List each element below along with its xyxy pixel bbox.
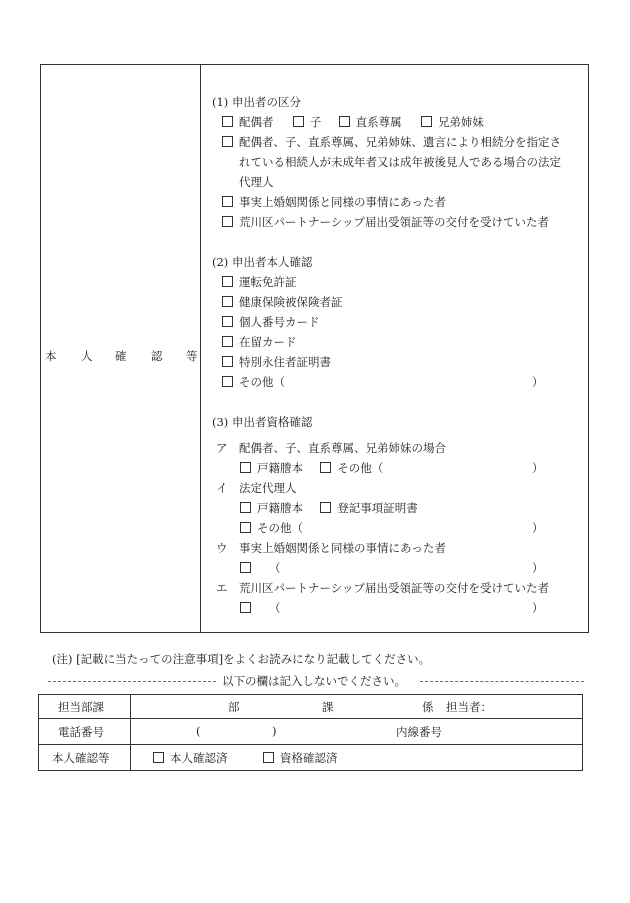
close-paren: ） (532, 561, 544, 575)
opt2-line: れている相続人が未成年者又は成年被後見人である場合の法定 (239, 155, 561, 169)
checkbox[interactable] (222, 316, 233, 327)
id-item (222, 334, 297, 350)
checkbox[interactable] (222, 276, 233, 287)
checkbox[interactable] (222, 196, 233, 207)
opt3-label: 事実上婚姻関係と同様の事情にあった者 (239, 195, 446, 209)
divider-line (48, 681, 216, 682)
check-label: 本人確認済 (170, 751, 228, 765)
section1-opt4 (222, 214, 549, 230)
option-label: （ (269, 561, 281, 575)
checkbox[interactable] (263, 752, 274, 763)
row-label: 担当部課 (58, 700, 104, 714)
side-label-char: 確 (115, 349, 127, 363)
item-mark: ウ (216, 541, 228, 555)
checkbox[interactable] (222, 376, 233, 387)
section-label: 課 (322, 700, 334, 714)
opt4-label: 荒川区パートナーシップ届出受領証等の交付を受けていた者 (239, 215, 550, 229)
checkbox[interactable] (320, 502, 331, 513)
checkbox[interactable] (421, 116, 432, 127)
section1-title: (1) 申出者の区分 (212, 95, 301, 109)
check-eligibility (263, 750, 338, 766)
section1-opt3 (222, 194, 446, 210)
row-label: 電話番号 (58, 725, 104, 739)
check-label: 資格確認済 (280, 751, 338, 765)
open-paren: ( (196, 724, 201, 738)
extension-label: 内線番号 (396, 725, 442, 739)
checkbox[interactable] (320, 462, 331, 473)
row-label: 本人確認等 (52, 751, 110, 765)
close-paren: ) (272, 724, 277, 738)
id-item (222, 274, 297, 290)
id-item (222, 314, 320, 330)
item-i-other (240, 520, 303, 536)
id-item (222, 294, 343, 310)
id-item-label: 個人番号カード (239, 315, 320, 329)
dept-label: 部 (228, 700, 240, 714)
section2-title: (2) 申出者本人確認 (212, 255, 313, 269)
checkbox[interactable] (339, 116, 350, 127)
option-ascendant: 直系尊属 (355, 115, 402, 129)
section3-title: (3) 申出者資格確認 (212, 415, 313, 429)
checkbox[interactable] (240, 502, 251, 513)
item-i-label: 法定代理人 (239, 481, 297, 495)
close-paren: ） (532, 461, 544, 475)
item-mark: ア (216, 441, 228, 455)
checkbox[interactable] (222, 136, 233, 147)
item-i-options (240, 500, 418, 516)
section1-row1 (222, 114, 484, 130)
checkbox[interactable] (222, 296, 233, 307)
divider-line (420, 681, 584, 682)
side-label-char: 認 (151, 349, 163, 363)
id-item (222, 374, 285, 390)
option-label: （ (269, 601, 281, 615)
checkbox[interactable] (293, 116, 304, 127)
item-e-option (240, 600, 281, 616)
id-item (222, 354, 331, 370)
id-item-label: その他（ (239, 375, 285, 389)
side-label-char: 人 (81, 349, 93, 363)
option-label: その他（ (257, 521, 303, 535)
divider-text: 以下の欄は記入しないでください。 (222, 674, 406, 688)
id-item-label: 在留カード (239, 335, 297, 349)
side-label-char: 本 (45, 349, 57, 363)
side-label-char: 等 (186, 349, 198, 363)
option-label: その他（ (337, 461, 384, 475)
item-a-label: 配偶者、子、直系尊属、兄弟姉妹の場合 (239, 441, 446, 455)
option-label: 登記事項証明書 (337, 501, 418, 515)
item-mark: イ (216, 481, 228, 495)
option-label: 戸籍謄本 (257, 461, 303, 475)
checkbox[interactable] (240, 562, 251, 573)
option-child: 子 (309, 115, 322, 129)
opt2-line: 代理人 (239, 175, 274, 189)
item-u-option (240, 560, 281, 576)
item-mark: エ (216, 581, 228, 595)
close-paren: ） (532, 375, 544, 389)
option-spouse: 配偶者 (239, 115, 274, 129)
id-item-label: 健康保険被保険者証 (239, 295, 343, 309)
checkbox[interactable] (222, 336, 233, 347)
kakari-label: 係 (422, 700, 434, 714)
note: (注) [記載に当たっての注意事項]をよくお読みになり記載してください。 (52, 652, 431, 666)
item-u-label: 事実上婚姻関係と同様の事情にあった者 (239, 541, 446, 555)
item-a-options (240, 460, 383, 476)
close-paren: ） (532, 601, 544, 615)
checkbox[interactable] (240, 462, 251, 473)
option-sibling: 兄弟姉妹 (437, 115, 484, 129)
checkbox[interactable] (222, 216, 233, 227)
item-e-label: 荒川区パートナーシップ届出受領証等の交付を受けていた者 (239, 581, 550, 595)
checkbox[interactable] (153, 752, 164, 763)
option-label: 戸籍謄本 (257, 501, 303, 515)
checkbox[interactable] (222, 116, 233, 127)
person-label: 担当者： (446, 700, 492, 714)
section1-opt2 (222, 134, 561, 150)
checkbox[interactable] (240, 522, 251, 533)
checkbox[interactable] (240, 602, 251, 613)
opt2-line: 配偶者、子、直系尊属、兄弟姉妹、遺言により相続分を指定さ (239, 135, 561, 149)
id-item-label: 運転免許証 (239, 275, 297, 289)
check-identity (153, 750, 228, 766)
close-paren: ） (532, 521, 544, 535)
id-item-label: 特別永住者証明書 (239, 355, 331, 369)
checkbox[interactable] (222, 356, 233, 367)
